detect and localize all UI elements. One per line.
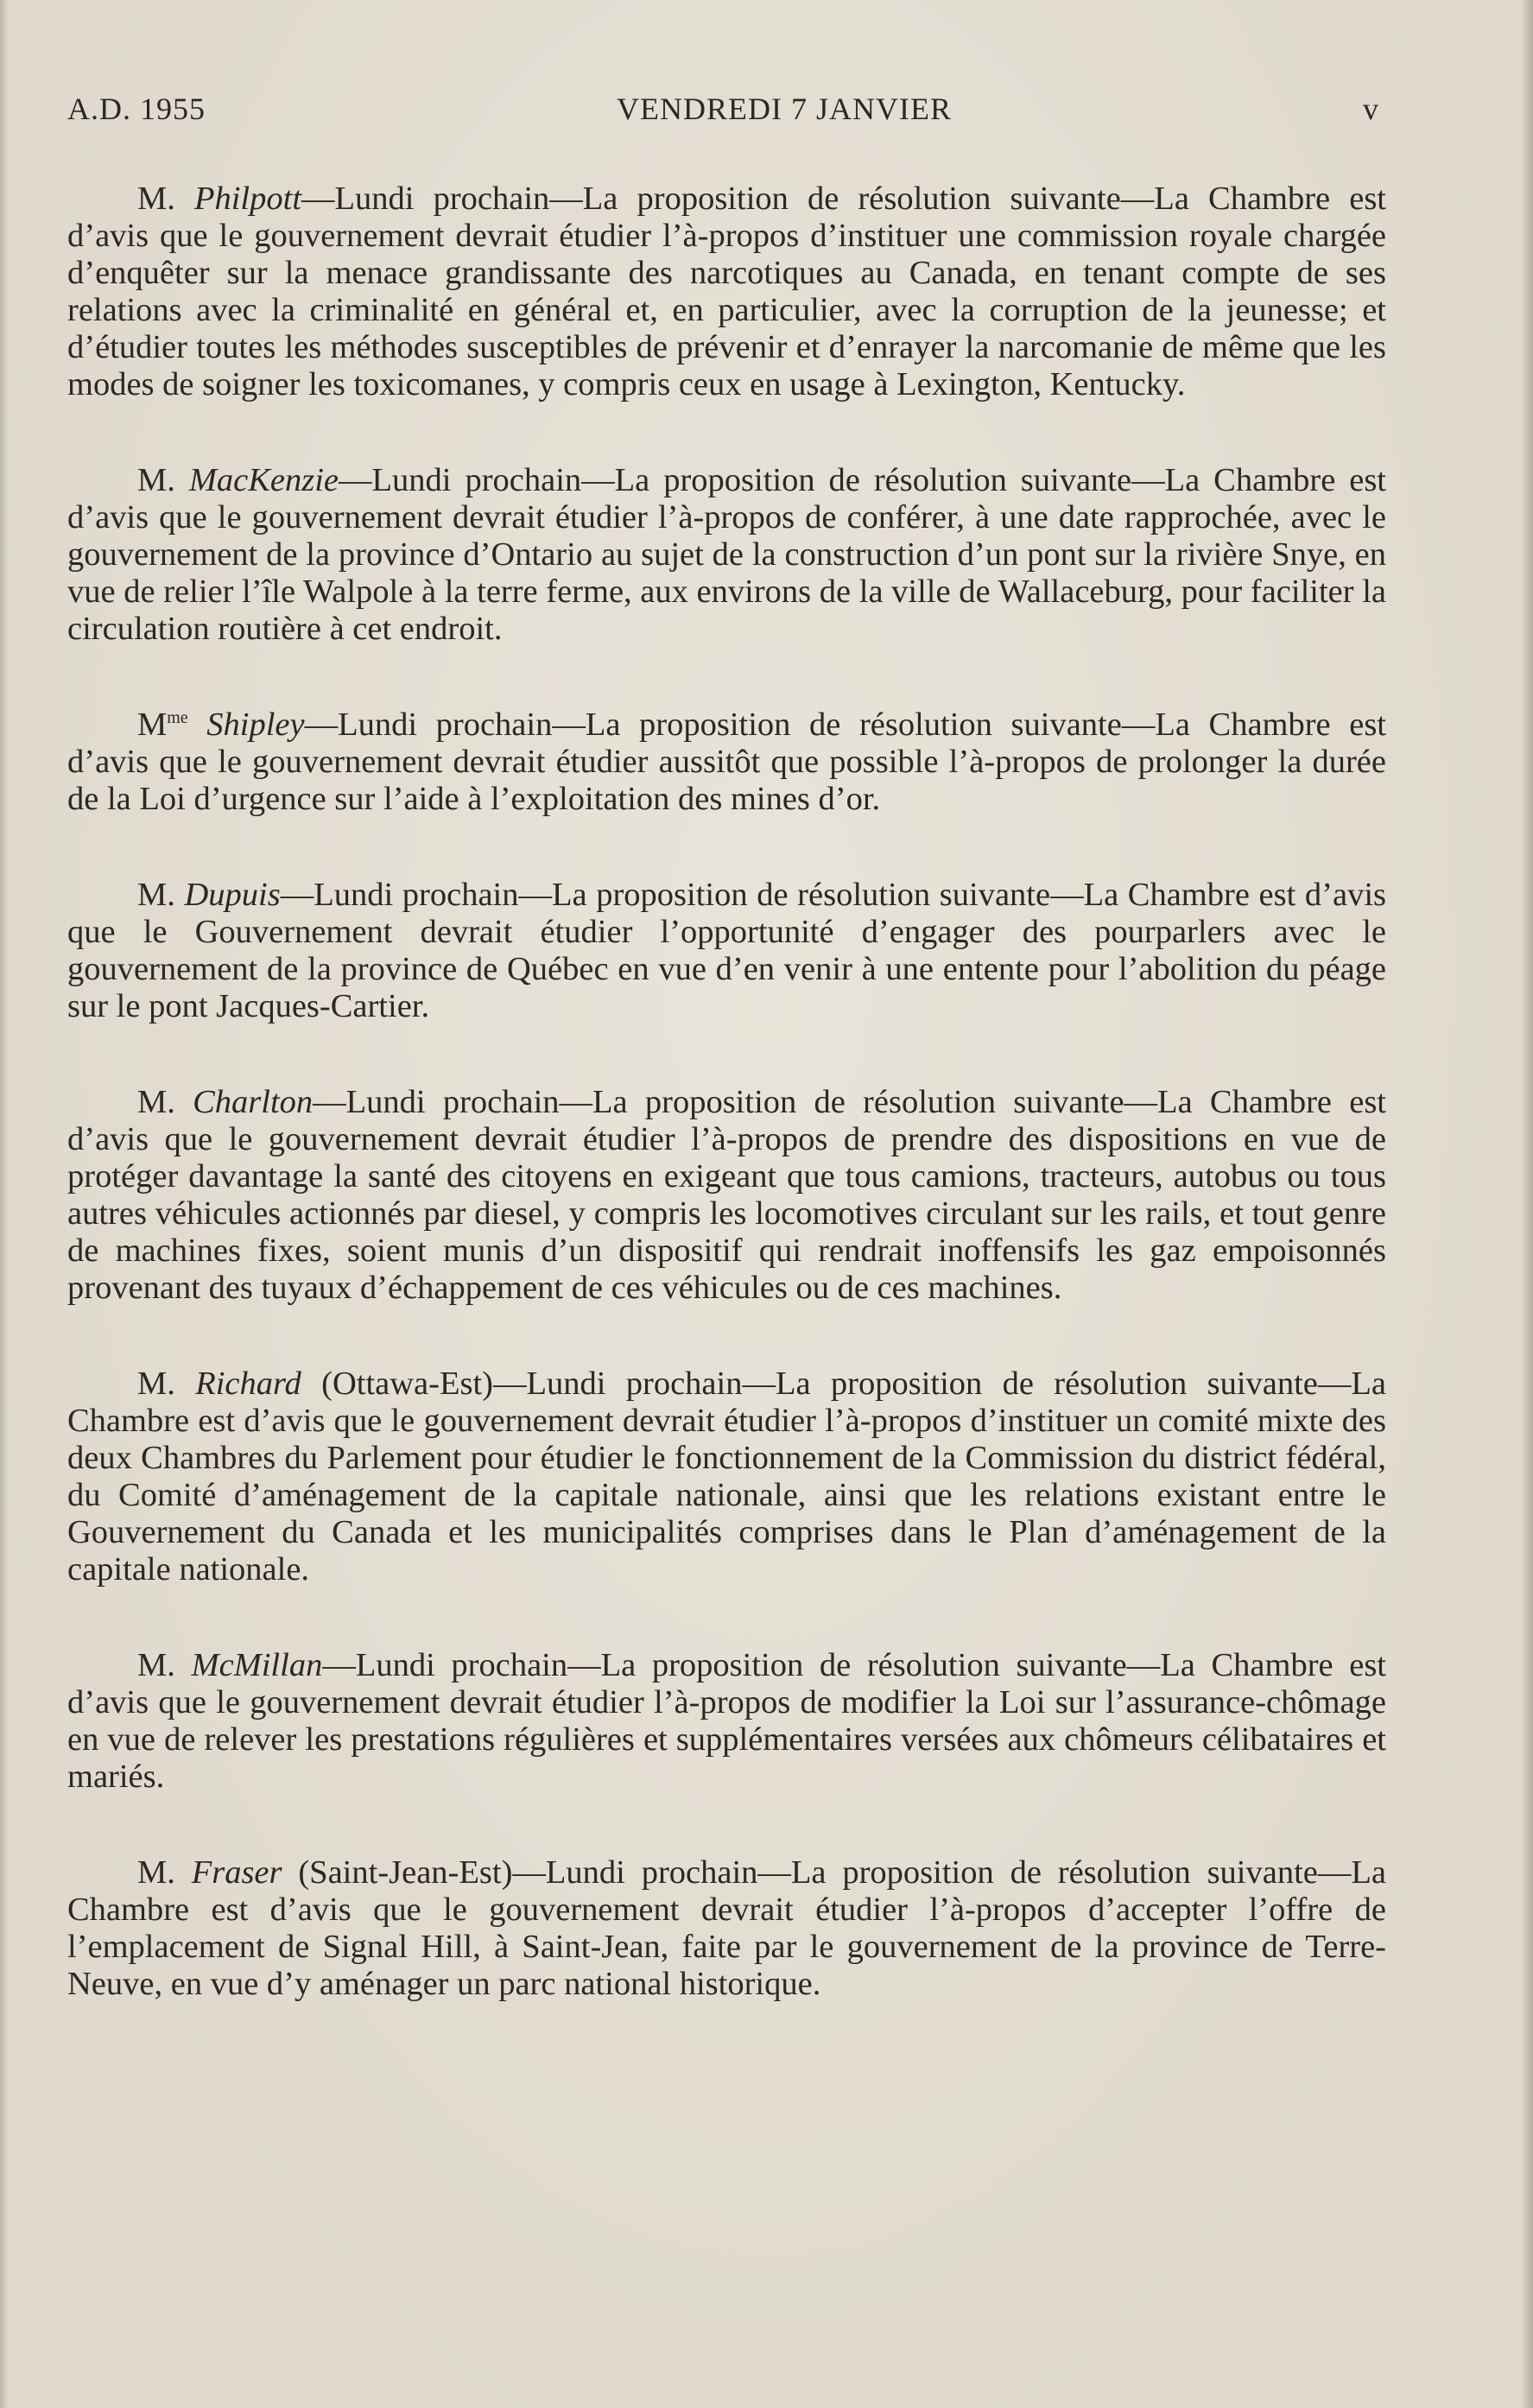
member-title: M.: [137, 1647, 175, 1683]
motion-text: —Lundi prochain—La proposition de résolution suivante—La Chambre est d’avis que le gouvernement devrait étudier l’à-propos de prendre des dispositions en vue de protéger davantage la santé des citoyens en exigeant que tous camions, tracteurs, autobus ou tous autres véhicules actionnés par diesel, y compris les locomotives circulant sur les rails, et tout genre de machines fixes, soient munis d’un dispositif qui rendrait inoffensifs les gaz empoisonnés provenant des tuyaux d’échappement de ces véhicules ou de ces machines.: [67, 1084, 1387, 1306]
member-name: MacKenzie: [188, 462, 339, 498]
motion-text: —Lundi prochain—La proposition de résolution suivante—La Chambre est d’avis que le gouvernement devrait étudier l’à-propos d’instituer un comité mixte des deux Chambres du Parlement pour étudier le fonctionnement de la Commission du district fédéral, du Comité d’aménagement de la capitale nationale, ainsi que les relations existant entre le Gouvernement du Canada et les municipalités comprises dans le Plan d’aménagement de la capitale nationale.: [67, 1366, 1386, 1587]
motion-richard: [67, 1366, 1386, 1588]
member-name: Philpott: [193, 181, 302, 217]
member-name: Dupuis: [184, 877, 281, 913]
motion-dupuis: [67, 877, 1386, 1025]
motion-text: —Lundi prochain—La proposition de résolution suivante—La Chambre est d’avis que le Gouvernement devrait étudier l’opportunité d’engager des pourparlers avec le gouvernement de la province de Québec en vue d’en venir à une entente pour l’abolition du péage sur le pont Jacques-Cartier.: [67, 877, 1386, 1024]
member-name: Fraser: [191, 1854, 282, 1891]
member-title: M.: [137, 877, 175, 913]
header-date-title: VENDREDI 7 JANVIER: [617, 92, 952, 126]
member-title: M.: [137, 1854, 175, 1891]
member-title: M.: [137, 1084, 175, 1120]
member-riding: (Ottawa-Est): [301, 1366, 493, 1402]
member-title: M: [137, 707, 168, 743]
header-year: A.D. 1955: [67, 92, 206, 126]
motion-philpott: [67, 181, 1386, 403]
member-title: M.: [137, 462, 175, 498]
motion-mcmillan: [67, 1647, 1386, 1796]
header-page-number: v: [1363, 92, 1379, 126]
motion-charlton: [67, 1084, 1386, 1307]
running-head: [67, 91, 1386, 127]
motion-text: —Lundi prochain—La proposition de résolution suivante—La Chambre est d’avis que le gouvernement devrait étudier aussitôt que possible l’à-propos de prolonger la durée de la Loi d’urgence sur l’aide à l’exploitation des mines d’or.: [67, 707, 1386, 817]
member-name: Richard: [195, 1366, 301, 1402]
motion-mackenzie: [67, 462, 1386, 648]
member-name: McMillan: [191, 1647, 323, 1683]
motion-text: —Lundi prochain—La proposition de résolution suivante—La Chambre est d’avis que le gouvernement devrait étudier l’à-propos d’accepter l’offre de l’emplacement de Signal Hill, à Saint-Jean, faite par le gouvernement de la province de Terre-Neuve, en vue d’y aménager un parc national historique.: [67, 1854, 1386, 2002]
motion-text: —Lundi prochain—La proposition de résolution suivante—La Chambre est d’avis que le gouvernement devrait étudier l’à-propos de modifier la Loi sur l’assurance-chômage en vue de relever les prestations régulières et supplémentaires versées aux chômeurs célibataires et mariés.: [67, 1647, 1387, 1795]
member-name: Charlton: [193, 1084, 314, 1120]
member-riding: (Saint-Jean-Est): [282, 1854, 513, 1891]
member-name: Shipley: [206, 707, 305, 743]
motion-fraser: [67, 1854, 1386, 2003]
motion-text: —Lundi prochain—La proposition de résolution suivante—La Chambre est d’avis que le gouvernement devrait étudier l’à-propos de conférer, à une date rapprochée, avec le gouvernement de la province d’Ontario au sujet de la construction d’un pont sur la rivière Snye, en vue de relier l’île Walpole à la terre ferme, aux environs de la ville de Wallaceburg, pour faciliter la circulation routière à cet endroit.: [67, 462, 1387, 647]
member-title-sup: me: [167, 708, 188, 727]
motion-text: —Lundi prochain—La proposition de résolution suivante—La Chambre est d’avis que le gouvernement devrait étudier l’à-propos d’instituer une commission royale chargée d’enquêter sur la menace grandissante des narcotiques au Canada, en tenant compte de ses relations avec la criminalité en général et, en particulier, avec la corruption de la jeunesse; et d’étudier toutes les méthodes susceptibles de prévenir et d’enrayer la narcomanie de même que les modes de soigner les toxicomanes, y compris ceux en usage à Lexington, Kentucky.: [67, 181, 1387, 402]
member-title: M.: [137, 181, 175, 217]
member-title: M.: [137, 1366, 175, 1402]
motion-shipley: [67, 707, 1386, 818]
